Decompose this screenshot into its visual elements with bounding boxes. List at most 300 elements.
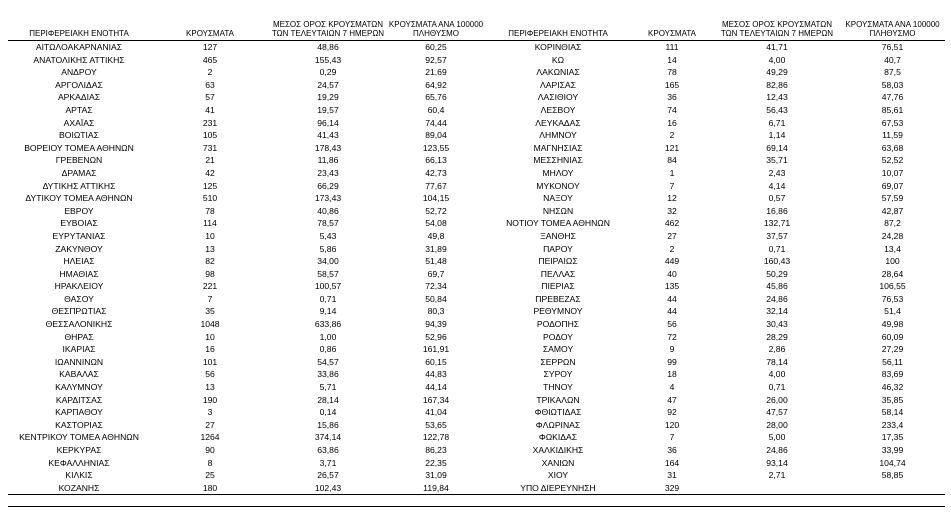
right-region-cell: ΞΑΝΘΗΣ — [540, 230, 576, 241]
left-avg7-cell: 28,14 — [317, 394, 339, 405]
left-avg7-cell: 0,14 — [319, 407, 337, 418]
right-avg7-cell: 4,14 — [768, 180, 786, 191]
table-row — [8, 117, 945, 130]
left-region-cell: ΘΑΣΟΥ — [64, 293, 94, 304]
left-avg7-cell: 100,57 — [314, 281, 342, 292]
header-cases-right: ΚΡΟΥΣΜΑΤΑ — [648, 29, 696, 38]
left-region-cell: ΗΛΕΙΑΣ — [63, 256, 95, 267]
left-cases-cell: 90 — [205, 445, 215, 455]
left-cases-cell: 57 — [205, 92, 215, 103]
left-cases-cell: 731 — [202, 142, 218, 153]
right-cases-cell: 56 — [667, 319, 677, 330]
right-per100k-cell: 106,55 — [879, 281, 906, 292]
right-cases-cell: 92 — [667, 407, 677, 418]
left-avg7-cell: 5,86 — [319, 243, 337, 254]
left-cases-cell: 13 — [205, 382, 215, 393]
right-region-cell: ΡΟΔΟΥ — [543, 331, 573, 342]
table-row — [8, 243, 945, 256]
table-row — [8, 129, 945, 142]
right-region-cell: ΚΩ — [551, 54, 565, 65]
left-per100k-cell: 41,04 — [425, 407, 447, 418]
left-cases-cell: 114 — [203, 218, 217, 229]
left-avg7-cell: 5,43 — [319, 230, 337, 241]
left-avg7-cell: 9,14 — [319, 306, 337, 317]
right-avg7-cell: 78,14 — [766, 356, 788, 367]
right-per100k-cell: 76,53 — [881, 293, 904, 304]
right-cases-cell: 36 — [667, 445, 677, 455]
right-avg7-cell: 32,14 — [766, 306, 788, 317]
right-cases-cell: 111 — [665, 42, 679, 52]
right-per100k-cell: 76,51 — [881, 42, 904, 52]
left-avg7-cell: 40,86 — [317, 205, 339, 216]
left-cases-cell: 16 — [205, 344, 215, 355]
table-row — [8, 368, 945, 381]
right-cases-cell: 16 — [667, 117, 677, 128]
right-avg7-cell: 30,43 — [766, 319, 788, 330]
left-avg7-cell: 48,86 — [317, 42, 339, 52]
left-region-cell: ΔΥΤΙΚΗΣ ΑΤΤΙΚΗΣ — [42, 180, 116, 191]
left-region-cell: ΑΙΤΩΛΟΑΚΑΡΝΑΝΙΑΣ — [35, 42, 123, 52]
table-row — [8, 318, 945, 331]
left-region-cell: ΑΡΚΑΔΙΑΣ — [57, 92, 101, 103]
left-region-cell: ΑΧΑΪΑΣ — [63, 117, 95, 128]
right-region-cell: ΛΑΚΩΝΙΑΣ — [536, 67, 580, 78]
right-region-cell: ΤΗΝΟΥ — [543, 382, 573, 393]
left-avg7-cell: 1,00 — [319, 331, 337, 342]
right-region-cell: ΥΠΟ ΔΙΕΡΕΥΝΗΣΗ — [520, 482, 596, 493]
left-avg7-cell: 23,43 — [317, 167, 339, 178]
right-region-cell: ΧΑΝΙΩΝ — [541, 457, 575, 468]
right-region-cell: ΜΗΛΟΥ — [542, 167, 574, 178]
table-row — [8, 79, 945, 92]
left-avg7-cell: 155,43 — [314, 54, 342, 65]
bottom-divider — [8, 506, 945, 507]
right-avg7-cell: 47,57 — [766, 407, 788, 418]
left-avg7-cell: 26,57 — [317, 470, 339, 481]
right-avg7-cell: 50,29 — [766, 268, 788, 279]
table-row — [8, 255, 945, 268]
left-cases-cell: 10 — [205, 331, 215, 342]
left-region-cell: ΓΡΕΒΕΝΩΝ — [55, 155, 103, 166]
right-region-cell: ΦΛΩΡΙΝΑΣ — [535, 419, 581, 430]
left-avg7-cell: 3,71 — [319, 457, 337, 468]
right-region-cell: ΦΩΚΙΔΑΣ — [538, 432, 578, 443]
left-per100k-cell: 119,84 — [423, 482, 449, 493]
right-cases-cell: 2 — [669, 243, 675, 254]
header-avg7-right: ΜΕΣΟΣ ΟΡΟΣ ΚΡΟΥΣΜΑΤΩΝ ΤΩΝ ΤΕΛΕΥΤΑΙΩΝ 7 ΗΜΕΡΩΝ — [720, 20, 834, 38]
table-row — [8, 381, 945, 394]
right-region-cell: ΠΙΕΡΙΑΣ — [541, 281, 575, 292]
left-cases-cell: 1264 — [200, 432, 220, 443]
table-row — [8, 205, 945, 218]
left-per100k-cell: 60,4 — [427, 104, 445, 115]
left-region-cell: ΒΟΡΕΙΟΥ ΤΟΜΕΑ ΑΘΗΝΩΝ — [24, 142, 134, 153]
right-per100k-cell: 11,59 — [882, 130, 903, 141]
left-per100k-cell: 94,39 — [425, 319, 447, 330]
left-avg7-cell: 0,86 — [319, 344, 337, 355]
left-per100k-cell: 51,48 — [425, 256, 447, 267]
left-per100k-cell: 21,69 — [425, 67, 447, 78]
right-avg7-cell: 45,86 — [766, 281, 788, 292]
left-per100k-cell: 104,15 — [422, 193, 450, 204]
left-region-cell: ΑΡΤΑΣ — [65, 104, 93, 115]
left-region-cell: ΘΗΡΑΣ — [64, 331, 94, 342]
left-cases-cell: 42 — [205, 167, 215, 178]
left-region-cell: ΚΑΡΠΑΘΟΥ — [55, 407, 103, 418]
left-cases-cell: 510 — [202, 193, 218, 204]
right-cases-cell: 329 — [664, 482, 680, 493]
right-per100k-cell: 58,14 — [881, 407, 904, 418]
header-per100k-left: ΚΡΟΥΣΜΑΤΑ ΑΝΑ 100000 ΠΛΗΘΥΣΜΟ — [388, 20, 484, 38]
table-row — [8, 217, 945, 230]
right-avg7-cell: 160,43 — [763, 256, 791, 267]
right-per100k-cell: 58,03 — [881, 79, 904, 90]
left-avg7-cell: 41,43 — [317, 130, 339, 141]
right-region-cell: ΛΕΣΒΟΥ — [540, 104, 576, 115]
right-per100k-cell: 60,09 — [881, 331, 904, 342]
right-per100k-cell: 52,52 — [881, 155, 904, 166]
right-cases-cell: 121 — [664, 142, 680, 153]
right-per100k-cell: 85,61 — [881, 104, 904, 115]
right-region-cell: ΜΥΚΟΝΟΥ — [536, 180, 580, 191]
left-cases-cell: 98 — [205, 268, 215, 279]
table-row — [8, 394, 945, 407]
right-cases-cell: 7 — [669, 180, 675, 191]
right-cases-cell: 2 — [669, 130, 675, 141]
right-cases-cell: 74 — [667, 104, 677, 115]
table-row — [8, 356, 945, 369]
right-avg7-cell — [714, 482, 840, 495]
left-cases-cell: 1048 — [200, 319, 220, 330]
right-avg7-cell: 2,43 — [768, 167, 786, 178]
left-per100k-cell: 60,25 — [425, 42, 447, 52]
right-avg7-cell: 26,00 — [766, 394, 788, 405]
left-cases-cell: 56 — [205, 369, 215, 380]
left-avg7-cell: 63,86 — [317, 445, 339, 455]
right-per100k-cell: 83,69 — [881, 369, 904, 380]
right-cases-cell: 7 — [669, 432, 675, 443]
right-per100k-cell: 87,2 — [884, 218, 901, 229]
table-row — [8, 41, 945, 54]
right-per100k-cell: 35,85 — [881, 394, 904, 405]
table-row — [8, 280, 945, 293]
left-avg7-cell: 5,71 — [319, 382, 337, 393]
table-row — [8, 91, 945, 104]
right-avg7-cell: 28,00 — [766, 419, 788, 430]
left-per100k-cell: 66,13 — [425, 155, 447, 166]
left-per100k-cell: 53,65 — [425, 419, 447, 430]
left-avg7-cell: 24,57 — [317, 79, 339, 90]
right-cases-cell: 9 — [669, 344, 675, 355]
right-region-cell: ΡΟΔΟΠΗΣ — [536, 319, 580, 330]
left-cases-cell: 78 — [205, 205, 215, 216]
right-avg7-cell: 4,00 — [768, 369, 786, 380]
right-avg7-cell: 35,71 — [766, 155, 788, 166]
left-avg7-cell: 33,86 — [317, 369, 339, 380]
left-per100k-cell: 64,92 — [425, 79, 447, 90]
right-cases-cell: 47 — [667, 394, 677, 405]
left-per100k-cell: 74,44 — [425, 117, 447, 128]
left-per100k-cell: 54,08 — [425, 218, 447, 229]
left-cases-cell: 180 — [202, 482, 218, 493]
right-per100k-cell: 42,87 — [881, 205, 904, 216]
right-per100k-cell: 13,4 — [884, 243, 901, 254]
table-row — [8, 154, 945, 167]
right-per100k-cell: 69,07 — [881, 180, 904, 191]
right-region-cell: ΜΑΓΝΗΣΙΑΣ — [533, 142, 583, 153]
left-avg7-cell: 19,29 — [317, 92, 339, 103]
table-row — [8, 419, 945, 432]
right-cases-cell: 1 — [669, 167, 675, 178]
right-region-cell: ΝΟΤΙΟΥ ΤΟΜΕΑ ΑΘΗΝΩΝ — [506, 218, 610, 229]
right-cases-cell: 27 — [667, 230, 677, 241]
table-row — [8, 142, 945, 155]
left-per100k-cell: 77,67 — [425, 180, 447, 191]
right-region-cell: ΚΟΡΙΝΘΙΑΣ — [534, 42, 582, 52]
left-cases-cell: 125 — [202, 180, 218, 191]
left-avg7-cell: 15,86 — [317, 419, 339, 430]
left-per100k-cell: 65,76 — [425, 92, 447, 103]
table-row — [8, 482, 945, 495]
right-per100k-cell: 56,11 — [882, 356, 903, 367]
right-per100k-cell: 63,68 — [881, 142, 904, 153]
left-region-cell: ΚΟΖΑΝΗΣ — [58, 482, 100, 493]
right-avg7-cell: 16,86 — [766, 205, 788, 216]
right-avg7-cell: 28,29 — [766, 331, 788, 342]
right-cases-cell: 120 — [664, 419, 680, 430]
right-per100k-cell: 28,64 — [881, 268, 904, 279]
right-per100k-cell: 33,99 — [881, 445, 904, 455]
right-cases-cell: 4 — [669, 382, 675, 393]
left-cases-cell: 105 — [202, 130, 218, 141]
right-avg7-cell: 0,71 — [768, 382, 786, 393]
table-row — [8, 343, 945, 356]
header-avg7-left: ΜΕΣΟΣ ΟΡΟΣ ΚΡΟΥΣΜΑΤΩΝ ΤΩΝ ΤΕΛΕΥΤΑΙΩΝ 7 ΗΜΕΡΩΝ — [271, 20, 385, 38]
right-avg7-cell: 37,57 — [766, 230, 788, 241]
table-row — [8, 104, 945, 117]
header-cases-left: ΚΡΟΥΣΜΑΤΑ — [186, 29, 234, 38]
left-cases-cell: 7 — [207, 293, 213, 304]
right-region-cell: ΠΡΕΒΕΖΑΣ — [535, 293, 581, 304]
left-cases-cell: 127 — [202, 42, 218, 52]
left-region-cell: ΚΑΡΔΙΤΣΑΣ — [55, 394, 103, 405]
left-cases-cell: 21 — [205, 155, 215, 166]
left-per100k-cell: 31,09 — [425, 470, 447, 481]
left-per100k-cell: 123,55 — [422, 142, 450, 153]
left-cases-cell: 101 — [202, 356, 218, 367]
right-cases-cell: 462 — [664, 218, 680, 229]
left-per100k-cell: 50,84 — [425, 293, 447, 304]
right-per100k-cell: 67,53 — [881, 117, 904, 128]
right-cases-cell: 44 — [667, 306, 677, 317]
table-body — [8, 41, 945, 495]
table-row — [8, 268, 945, 281]
left-region-cell: ΒΟΙΩΤΙΑΣ — [59, 130, 99, 141]
right-cases-cell: 32 — [667, 205, 677, 216]
left-region-cell: ΘΕΣΣΑΛΟΝΙΚΗΣ — [45, 319, 113, 330]
right-per100k-cell: 10,07 — [881, 167, 904, 178]
right-cases-cell: 84 — [667, 155, 677, 166]
right-cases-cell: 135 — [664, 281, 680, 292]
left-cases-cell: 35 — [205, 306, 215, 317]
right-avg7-cell: 41,71 — [766, 42, 788, 52]
left-region-cell: ΘΕΣΠΡΩΤΙΑΣ — [51, 306, 107, 317]
left-region-cell: ΗΜΑΘΙΑΣ — [59, 268, 99, 279]
left-cases-cell: 190 — [202, 394, 218, 405]
header-per100k-right: ΚΡΟΥΣΜΑΤΑ ΑΝΑ 100000 ΠΛΗΘΥΣΜΟ — [845, 20, 940, 38]
left-per100k-cell: 60,15 — [425, 356, 447, 367]
cases-by-region-table — [8, 0, 945, 495]
right-per100k-cell: 40,7 — [884, 54, 901, 65]
left-avg7-cell: 11,86 — [317, 155, 339, 166]
left-per100k-cell: 22,35 — [425, 457, 447, 468]
table-row — [8, 431, 945, 444]
table-row — [8, 180, 945, 193]
right-avg7-cell: 49,29 — [766, 67, 788, 78]
left-per100k-cell: 80,3 — [427, 306, 445, 317]
right-avg7-cell: 82,86 — [766, 79, 788, 90]
left-per100k-cell: 44,83 — [425, 369, 447, 380]
left-avg7-cell: 0,29 — [319, 67, 337, 78]
left-region-cell: ΕΥΒΟΙΑΣ — [60, 218, 98, 229]
header-region-left: ΠΕΡΙΦΕΡΕΙΑΚΗ ΕΝΟΤΗΤΑ — [29, 29, 129, 38]
left-per100k-cell: 52,96 — [425, 331, 447, 342]
right-avg7-cell: 0,71 — [768, 243, 786, 254]
left-cases-cell: 465 — [202, 54, 218, 65]
right-avg7-cell: 2,71 — [768, 470, 786, 481]
right-region-cell: ΣΑΜΟΥ — [542, 344, 574, 355]
right-per100k-cell: 49,98 — [881, 319, 904, 330]
left-cases-cell: 27 — [205, 419, 215, 430]
right-per100k-cell: 58,85 — [881, 470, 904, 481]
left-cases-cell: 231 — [202, 117, 218, 128]
right-avg7-cell: 132,71 — [763, 218, 791, 229]
right-region-cell: ΝΗΣΩΝ — [542, 205, 574, 216]
right-avg7-cell: 12,43 — [766, 92, 788, 103]
right-region-cell: ΠΑΡΟΥ — [543, 243, 573, 254]
table-row — [8, 167, 945, 180]
table-row — [8, 66, 945, 79]
left-region-cell: ΕΒΡΟΥ — [64, 205, 94, 216]
left-per100k-cell: 69,7 — [427, 268, 445, 279]
right-region-cell: ΛΑΣΙΘΙΟΥ — [537, 92, 579, 103]
left-avg7-cell: 34,00 — [317, 256, 339, 267]
left-per100k-cell: 89,04 — [425, 130, 447, 141]
right-cases-cell: 36 — [667, 92, 677, 103]
right-avg7-cell: 1,14 — [768, 130, 786, 141]
left-avg7-cell: 66,29 — [317, 180, 339, 191]
right-per100k-cell: 51,4 — [884, 306, 901, 317]
left-region-cell: ΙΩΑΝΝΙΝΩΝ — [54, 356, 104, 367]
right-region-cell: ΠΕΛΛΑΣ — [540, 268, 576, 279]
left-avg7-cell: 96,14 — [317, 117, 339, 128]
left-region-cell: ΚΑΒΑΛΑΣ — [59, 369, 99, 380]
left-per100k-cell: 52,72 — [425, 205, 447, 216]
right-per100k-cell: 24,28 — [881, 230, 904, 241]
right-per100k-cell: 46,32 — [881, 382, 904, 393]
right-cases-cell: 31 — [667, 470, 677, 481]
right-region-cell: ΝΑΞΟΥ — [543, 193, 573, 204]
left-per100k-cell: 31,89 — [425, 243, 447, 254]
right-avg7-cell: 93,14 — [766, 457, 788, 468]
right-cases-cell: 12 — [667, 193, 677, 204]
right-avg7-cell: 24,86 — [766, 293, 788, 304]
left-region-cell: ΚΕΦΑΛΛΗΝΙΑΣ — [48, 457, 110, 468]
left-cases-cell: 3 — [207, 407, 213, 418]
table-row — [8, 305, 945, 318]
left-cases-cell: 8 — [207, 457, 213, 468]
table-row — [8, 444, 945, 457]
right-per100k-cell — [840, 482, 945, 495]
left-region-cell: ΚΕΝΤΡΙΚΟΥ ΤΟΜΕΑ ΑΘΗΝΩΝ — [19, 432, 139, 443]
left-region-cell: ΙΚΑΡΙΑΣ — [62, 344, 96, 355]
left-per100k-cell: 122,78 — [422, 432, 450, 443]
left-per100k-cell: 42,73 — [425, 167, 447, 178]
right-avg7-cell: 69,14 — [766, 142, 788, 153]
table-header-row — [8, 0, 945, 41]
right-cases-cell: 18 — [667, 369, 677, 380]
right-avg7-cell: 6,71 — [768, 117, 786, 128]
left-cases-cell: 41 — [205, 104, 215, 115]
left-avg7-cell: 633,86 — [314, 319, 342, 330]
right-per100k-cell: 17,35 — [881, 432, 904, 443]
right-region-cell: ΡΕΘΥΜΝΟΥ — [533, 306, 583, 317]
left-per100k-cell: 72,34 — [425, 281, 447, 292]
table-row — [8, 469, 945, 482]
left-avg7-cell: 102,43 — [314, 482, 342, 493]
right-cases-cell: 449 — [664, 256, 680, 267]
left-per100k-cell: 44,14 — [425, 382, 447, 393]
right-cases-cell: 165 — [664, 79, 680, 90]
left-region-cell: ΚΕΡΚΥΡΑΣ — [56, 445, 102, 455]
left-region-cell: ΕΥΡΥΤΑΝΙΑΣ — [52, 230, 106, 241]
left-per100k-cell: 167,34 — [422, 394, 450, 405]
left-region-cell: ΖΑΚΥΝΘΟΥ — [55, 243, 103, 254]
left-avg7-cell: 54,57 — [317, 356, 339, 367]
table-row — [8, 293, 945, 306]
right-per100k-cell: 104,74 — [879, 457, 906, 468]
right-per100k-cell: 27,29 — [881, 344, 904, 355]
left-per100k-cell: 49,8 — [427, 230, 445, 241]
left-cases-cell: 82 — [205, 256, 215, 267]
right-region-cell: ΛΑΡΙΣΑΣ — [540, 79, 576, 90]
left-cases-cell: 10 — [205, 230, 215, 241]
table-row — [8, 230, 945, 243]
right-region-cell: ΣΥΡΟΥ — [543, 369, 573, 380]
right-per100k-cell: 233,4 — [881, 419, 904, 430]
right-avg7-cell: 5,00 — [768, 432, 786, 443]
left-per100k-cell: 86,23 — [425, 445, 447, 455]
left-per100k-cell: 92,57 — [425, 54, 447, 65]
right-region-cell: ΣΕΡΡΩΝ — [540, 356, 576, 367]
right-cases-cell: 14 — [667, 54, 677, 65]
left-per100k-cell: 161,91 — [422, 344, 450, 355]
left-avg7-cell: 19,57 — [317, 104, 339, 115]
right-region-cell: ΤΡΙΚΑΛΩΝ — [536, 394, 580, 405]
left-region-cell: ΑΝΑΤΟΛΙΚΗΣ ΑΤΤΙΚΗΣ — [33, 54, 125, 65]
left-region-cell: ΔΥΤΙΚΟΥ ΤΟΜΕΑ ΑΘΗΝΩΝ — [25, 193, 133, 204]
table-row — [8, 406, 945, 419]
left-region-cell: ΑΝΔΡΟΥ — [61, 67, 97, 78]
right-cases-cell: 164 — [664, 457, 680, 468]
left-region-cell: ΑΡΓΟΛΙΔΑΣ — [55, 79, 103, 90]
left-avg7-cell: 58,57 — [317, 268, 339, 279]
left-avg7-cell: 178,43 — [314, 142, 342, 153]
right-per100k-cell: 57,59 — [881, 193, 904, 204]
right-region-cell: ΧΙΟΥ — [547, 470, 569, 481]
left-cases-cell: 13 — [205, 243, 215, 254]
right-per100k-cell: 47,76 — [881, 92, 904, 103]
